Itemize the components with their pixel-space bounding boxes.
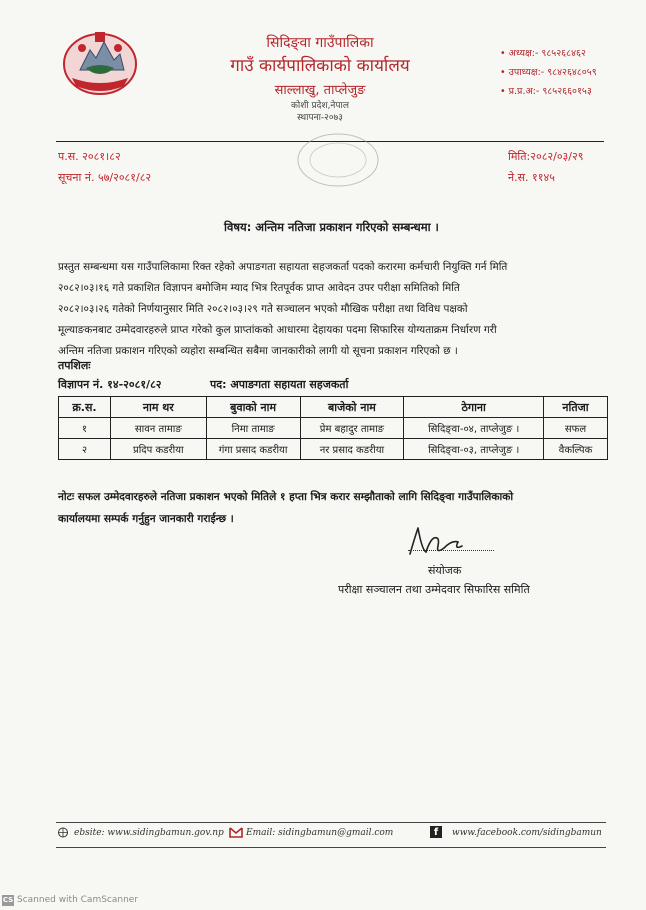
contact-cao: • प्र.प्र.अ:- ९८५२६६०१५३ — [500, 86, 592, 97]
col-grandfather: बाजेको नाम — [300, 397, 404, 418]
letterhead — [200, 34, 440, 124]
footer-bar — [56, 822, 606, 848]
footer-email[interactable]: Email: sidingbamun@gmail.com — [246, 828, 394, 838]
col-address: ठेगाना — [404, 397, 544, 418]
nepal-emblem-logo — [60, 26, 140, 98]
note-line: कार्यालयमा सम्पर्क गर्नुहुन जानकारी गराईन्छ । — [58, 513, 234, 525]
cell-address: सिदिङ्वा-०४, ताप्लेजुङ । — [404, 418, 544, 439]
camscanner-watermark — [2, 895, 138, 906]
camscanner-badge-icon: CS — [2, 896, 14, 904]
post-name: पद: अपाङगता सहायता सहजकर्ता — [210, 378, 349, 391]
body-line: २०८२।०३।२६ गतेको निर्णयानुसार मिति २०८२।०३।२९ गते सञ्चालन भएको मौखिक परीक्षा तथा विविध पक्षको — [58, 303, 468, 315]
cell-grandfather: नर प्रसाद कडरीया — [300, 439, 404, 460]
advertisement-number: विज्ञापन नं. १४-२०८१/८२ — [58, 378, 162, 391]
footer-facebook[interactable]: www.facebook.com/sidingbamun — [452, 828, 602, 838]
notice-number: सूचना नं. ५७/२०८१/८२ — [58, 171, 152, 184]
footer-website[interactable]: ebsite: www.sidingbamun.gov.np — [74, 828, 224, 838]
cell-grandfather: प्रेम बहादुर तामाङ — [300, 418, 404, 439]
contact-vice-chairperson: • उपाध्यक्ष:- ९८४२६४८०५९ — [500, 67, 597, 78]
municipality-name: सिदिङ्वा गाउँपालिका — [266, 35, 374, 51]
reference-left — [58, 146, 151, 188]
cell-name: प्रदिप कडरीया — [110, 439, 206, 460]
cell-father: गंगा प्रसाद कडरीया — [206, 439, 300, 460]
established-line: स्थापना-२०७३ — [297, 113, 343, 123]
results-table — [58, 396, 608, 460]
camscanner-label: Scanned with CamScanner — [17, 895, 139, 905]
contact-list — [500, 44, 597, 101]
body-line: २०८२।०३।१६ गते प्रकाशित विज्ञापन बमोजिम म्याद भित्र रितपूर्वक प्राप्त आवेदन उपर परीक्षा समितिको मिति — [58, 282, 460, 294]
cell-serial: १ — [59, 418, 111, 439]
facebook-icon: f — [430, 826, 442, 838]
table-row — [59, 418, 608, 439]
col-name: नाम थर — [110, 397, 206, 418]
signature-line — [408, 550, 494, 551]
col-result: नतिजा — [544, 397, 608, 418]
contact-chairperson: • अध्यक्ष:- ९८५२६८४६२ — [500, 48, 586, 59]
col-serial: क्र.स. — [59, 397, 111, 418]
cell-address: सिदिङ्वा-०३, ताप्लेजुङ । — [404, 439, 544, 460]
handwritten-signature — [400, 520, 500, 560]
reference-right — [508, 146, 583, 188]
cell-result: सफल — [544, 418, 608, 439]
outgoing-number: ने.स. ११४५ — [508, 171, 555, 184]
cell-father: निमा तामाङ — [206, 418, 300, 439]
col-father: बुवाको नाम — [206, 397, 300, 418]
letter-number: प.स. २०८१।८२ — [58, 150, 121, 163]
letter-date: मिति:२०८२/०३/२९ — [508, 150, 584, 163]
globe-icon — [56, 827, 70, 838]
note-text — [58, 486, 610, 530]
email-icon — [229, 827, 243, 838]
cell-result: वैकल्पिक — [544, 439, 608, 460]
table-row — [59, 439, 608, 460]
office-stamp-icon — [288, 130, 388, 190]
notice-body — [58, 257, 606, 362]
cell-name: सावन तामाङ — [110, 418, 206, 439]
note-line: नोटः सफल उम्मेदवारहरुले नतिजा प्रकाशन भएको मितिले १ हप्ता भित्र करार सम्झौताको लागि सिदिङ्वा गाउँपालिकाको — [58, 491, 514, 503]
body-line: अन्तिम नतिजा प्रकाशन गरिएको व्यहोरा सम्बन्धित सबैमा जानकारीको लागी यो सूचना प्रकाशन गरिएको छ । — [58, 345, 458, 357]
table-header-row — [59, 397, 608, 418]
body-line: प्रस्तुत सम्बन्धमा यस गाउँपालिकामा रिक्त रहेको अपाङगता सहायता सहजकर्ता पदको करारमा कर्मचारी नियुक्ति गर्न मिति — [58, 261, 508, 273]
cell-serial: २ — [59, 439, 111, 460]
subject-line: विषय: अन्तिम नतिजा प्रकाशन गरिएको सम्बन्धमा । — [224, 220, 439, 234]
signatory-title: संयोजक — [428, 564, 462, 577]
office-address: साल्लाखु, ताप्लेजुङ — [274, 83, 366, 98]
details-label: तपशिलः — [58, 359, 91, 372]
signatory-committee: परीक्षा सञ्चालन तथा उम्मेदवार सिफारिस समिति — [338, 583, 530, 596]
province-line: कोशी प्रदेश,नेपाल — [291, 101, 349, 111]
body-line: मूल्याङकनबाट उम्मेदवारहरुले प्राप्त गरेको कुल प्राप्तांकको आधारमा देहायका पदमा सिफारिस योग्यताक्रम निर्धारण गरी — [58, 324, 497, 336]
office-name: गाउँ कार्यपालिकाको कार्यालय — [230, 56, 410, 76]
